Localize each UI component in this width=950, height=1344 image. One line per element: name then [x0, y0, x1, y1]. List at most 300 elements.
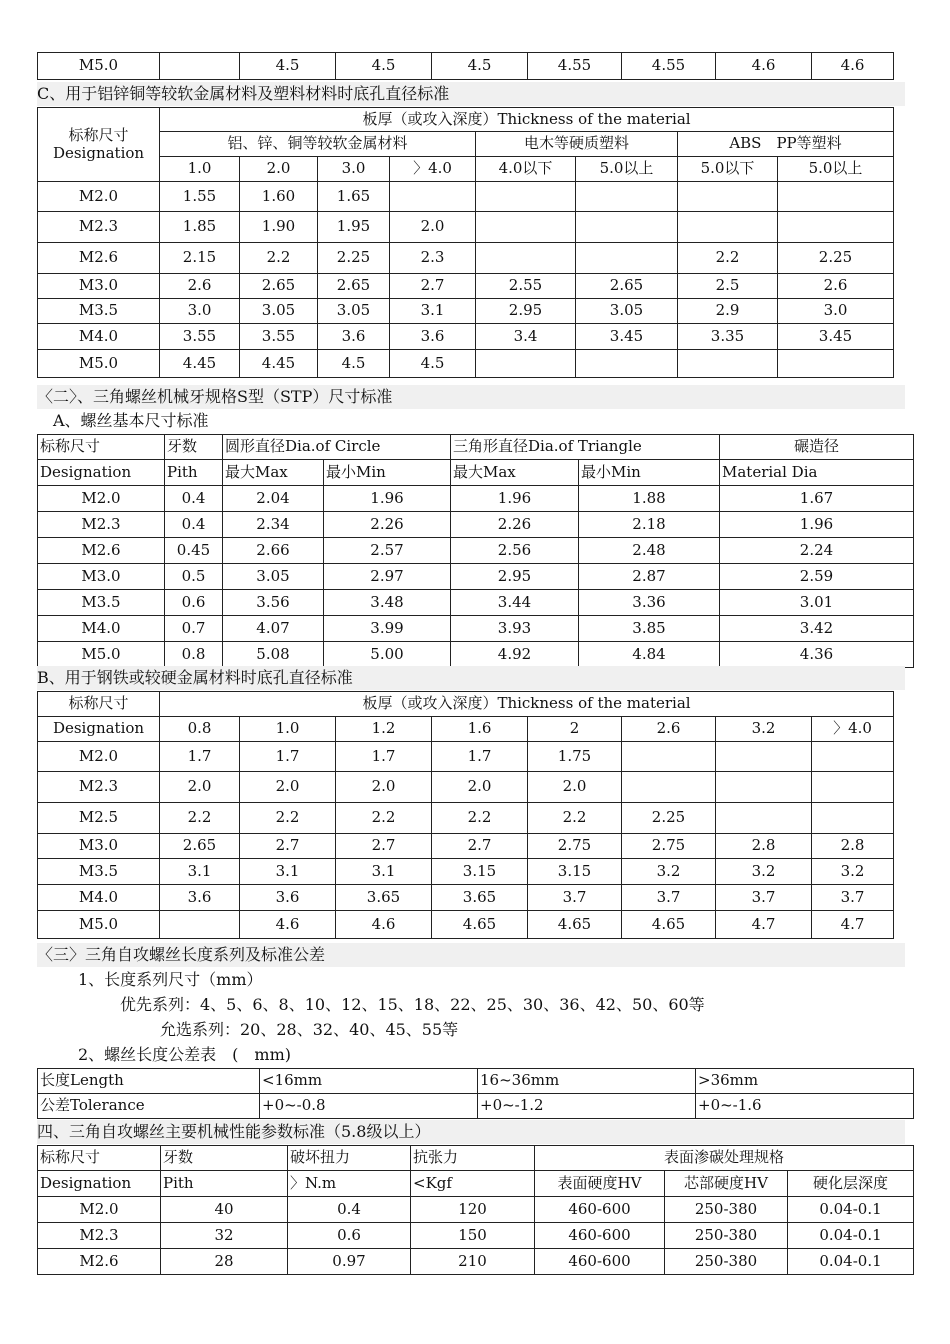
table-cell — [678, 350, 778, 378]
table-cell: 32 — [161, 1223, 288, 1249]
designation-header-cn: 标称尺寸 — [38, 692, 160, 717]
table-cell: 1.7 — [160, 742, 240, 772]
table-cell: 3.6 — [390, 324, 476, 350]
thickness-header: 板厚（或攻入深度）Thickness of the material — [160, 692, 894, 717]
table-cell: 3.6 — [160, 885, 240, 911]
max-header: 最大Max — [223, 460, 324, 486]
row-label-cell: M3.0 — [38, 274, 160, 299]
table-cell — [678, 182, 778, 212]
table-cell: 4.7 — [716, 911, 812, 939]
table-cell: 2.65 — [160, 834, 240, 859]
table-cell: 2.7 — [336, 834, 432, 859]
table-cell — [476, 243, 576, 274]
table-cell: 3.1 — [390, 299, 476, 324]
table-cell: 2.2 — [336, 803, 432, 834]
table-cell: 1.96 — [324, 486, 451, 512]
table-cell: 3.05 — [318, 299, 390, 324]
table-cell: 28 — [161, 1249, 288, 1275]
table-row — [38, 53, 894, 80]
table-cell: 2.6 — [160, 274, 240, 299]
table-cell: 2.26 — [324, 512, 451, 538]
row-label-cell: M3.0 — [38, 564, 165, 590]
table-row — [38, 859, 894, 885]
table-cell: 2.65 — [240, 274, 318, 299]
table-cell: 4.5 — [240, 53, 336, 80]
table-cell: 0.8 — [165, 642, 223, 668]
table-cell: 2.0 — [390, 212, 476, 243]
subcol-header: 2.0 — [240, 157, 318, 182]
table-cell — [778, 350, 894, 378]
table-cell — [622, 772, 716, 803]
table-cell: 2.25 — [318, 243, 390, 274]
table-cell: 2.55 — [476, 274, 576, 299]
table-cell: 4.45 — [160, 350, 240, 378]
row-label-cell: M3.5 — [38, 590, 165, 616]
table-cell: 4.7 — [812, 911, 894, 939]
subcol-header: 3.0 — [318, 157, 390, 182]
table-cell: 0.04-0.1 — [788, 1223, 914, 1249]
table-cell: 2.7 — [240, 834, 336, 859]
table-cell: 2.0 — [240, 772, 336, 803]
length-series-heading: 1、长度系列尺寸（mm） — [62, 970, 263, 989]
table-cell — [576, 243, 678, 274]
table-cell — [716, 772, 812, 803]
table-cell: 3.55 — [240, 324, 318, 350]
table-cell: 2.0 — [528, 772, 622, 803]
table-cell: 2.2 — [240, 803, 336, 834]
table-row — [38, 1249, 914, 1275]
row-label-cell: M2.3 — [38, 772, 160, 803]
table-cell: 3.85 — [579, 616, 720, 642]
row-label-cell: M2.3 — [38, 1223, 161, 1249]
length-tolerance-table — [37, 1068, 914, 1119]
surface-hardness-header: 表面硬度HV — [535, 1171, 665, 1197]
bakelite-header: 电木等硬质塑料 — [476, 132, 678, 157]
subcol-header: 4.0以下 — [476, 157, 576, 182]
hard-metal-bore-table — [37, 691, 894, 939]
table-cell: 3.6 — [240, 885, 336, 911]
pitch-header-en: Pith — [161, 1171, 288, 1197]
designation-header — [38, 108, 160, 182]
table-cell: 2.3 — [390, 243, 476, 274]
table-cell: 4.45 — [240, 350, 318, 378]
table-cell: 2.34 — [223, 512, 324, 538]
table-cell: 2.9 — [678, 299, 778, 324]
table-row — [38, 350, 894, 378]
table-cell: 3.99 — [324, 616, 451, 642]
row-label-cell: M2.0 — [38, 486, 165, 512]
subcol-header: 1.2 — [336, 717, 432, 742]
circle-dia-header: 圆形直径Dia.of Circle — [223, 435, 451, 460]
table-cell: 2.6 — [778, 274, 894, 299]
table-cell: 2.2 — [678, 243, 778, 274]
table-cell: 2.97 — [324, 564, 451, 590]
table-cell: 2.2 — [160, 803, 240, 834]
table-row — [38, 1197, 914, 1223]
table-cell: 210 — [411, 1249, 535, 1275]
table-cell: 4.84 — [579, 642, 720, 668]
table-cell: 1.7 — [432, 742, 528, 772]
table-cell: 5.00 — [324, 642, 451, 668]
table-cell: 3.44 — [451, 590, 579, 616]
table-cell — [576, 212, 678, 243]
table-row — [38, 299, 894, 324]
table-cell: 3.48 — [324, 590, 451, 616]
table-cell: 460-600 — [535, 1249, 665, 1275]
table-row — [38, 538, 914, 564]
allowed-series: 允选系列：20、28、32、40、45、55等 — [160, 1020, 459, 1039]
table-cell: 3.7 — [812, 885, 894, 911]
table-cell: 2.5 — [678, 274, 778, 299]
row-label-cell: M2.5 — [38, 803, 160, 834]
table-cell: 4.65 — [622, 911, 716, 939]
table-cell: 4.55 — [622, 53, 716, 80]
table-cell: 4.55 — [528, 53, 622, 80]
row-label-cell: M2.3 — [38, 512, 165, 538]
table-cell: 3.7 — [716, 885, 812, 911]
table-row — [38, 642, 914, 668]
table-cell — [778, 212, 894, 243]
table-cell: 40 — [161, 1197, 288, 1223]
section-4-heading: 四、三角自攻螺丝主要机械性能参数标准（5.8级以上） — [37, 1120, 905, 1144]
table-cell: 150 — [411, 1223, 535, 1249]
table-cell — [812, 803, 894, 834]
row-label-cell: M2.3 — [38, 212, 160, 243]
preferred-series: 优先系列：4、5、6、8、10、12、15、18、22、25、30、36、42、50、60等 — [120, 995, 705, 1014]
table-cell: 460-600 — [535, 1197, 665, 1223]
table-row — [38, 1069, 914, 1094]
torque-header: 破坏扭力 — [288, 1146, 411, 1171]
table-row — [38, 182, 894, 212]
tensile-header: 抗张力 — [411, 1146, 535, 1171]
table-cell — [812, 742, 894, 772]
table-cell: 1.7 — [240, 742, 336, 772]
table-cell: 3.2 — [716, 859, 812, 885]
table-cell: 3.42 — [720, 616, 914, 642]
tolerance-heading: 2、螺丝长度公差表 ( mm) — [62, 1045, 292, 1064]
table-row — [38, 885, 894, 911]
mechanical-properties-table — [37, 1145, 914, 1275]
subcol-header: 〉4.0 — [390, 157, 476, 182]
top-partial-table — [37, 52, 894, 80]
material-dia-en-header: Material Dia — [720, 460, 914, 486]
table-cell — [576, 182, 678, 212]
table-cell: 3.4 — [476, 324, 576, 350]
table-cell: 4.65 — [528, 911, 622, 939]
subcol-header: 〉4.0 — [812, 717, 894, 742]
soft-metal-bore-table — [37, 107, 894, 378]
table-row — [38, 324, 894, 350]
table-cell: +0~-0.8 — [260, 1094, 478, 1119]
soft-metal-header: 铝、锌、铜等较软金属材料 — [160, 132, 476, 157]
table-cell: 2.04 — [223, 486, 324, 512]
table-cell: 120 — [411, 1197, 535, 1223]
table-cell: 3.15 — [528, 859, 622, 885]
table-cell: 1.55 — [160, 182, 240, 212]
table-cell: 3.65 — [432, 885, 528, 911]
table-cell: 3.45 — [576, 324, 678, 350]
row-label-cell: M5.0 — [38, 911, 160, 939]
table-cell: 2.7 — [390, 274, 476, 299]
tensile-unit-header: <Kgf — [411, 1171, 535, 1197]
table-cell: 3.7 — [528, 885, 622, 911]
designation-header-cn: 标称尺寸 — [38, 435, 165, 460]
row-label-cell: M3.0 — [38, 834, 160, 859]
designation-header-en: Designation — [38, 717, 160, 742]
table-cell: 0.04-0.1 — [788, 1249, 914, 1275]
table-cell — [390, 182, 476, 212]
row-label-cell: M2.0 — [38, 182, 160, 212]
table-row — [38, 212, 894, 243]
table-cell: 2.65 — [576, 274, 678, 299]
table-cell: 1.95 — [318, 212, 390, 243]
table-row — [38, 1223, 914, 1249]
table-cell: 2.56 — [451, 538, 579, 564]
table-cell: 3.2 — [622, 859, 716, 885]
table-cell: 2.95 — [451, 564, 579, 590]
table-cell: 3.2 — [812, 859, 894, 885]
subcol-header: 2 — [528, 717, 622, 742]
table-cell: 3.35 — [678, 324, 778, 350]
material-dia-header: 碾造径 — [720, 435, 914, 460]
table-cell: 4.36 — [720, 642, 914, 668]
designation-header-cn: 标称尺寸 — [38, 1146, 161, 1171]
table-cell: 3.05 — [240, 299, 318, 324]
table-cell: 3.15 — [432, 859, 528, 885]
table-cell: 2.2 — [528, 803, 622, 834]
table-row — [38, 564, 914, 590]
table-cell: 2.24 — [720, 538, 914, 564]
table-cell: 4.5 — [390, 350, 476, 378]
table-cell: 3.01 — [720, 590, 914, 616]
max-header: 最大Max — [451, 460, 579, 486]
table-cell: 3.55 — [160, 324, 240, 350]
table-row — [38, 834, 894, 859]
table-cell: 0.04-0.1 — [788, 1197, 914, 1223]
table-cell: 3.36 — [579, 590, 720, 616]
row-label-cell: 长度Length — [38, 1069, 260, 1094]
designation-cn: 标称尺寸 — [68, 126, 129, 145]
table-cell: 2.2 — [240, 243, 318, 274]
subcol-header: 0.8 — [160, 717, 240, 742]
table-cell: 1.67 — [720, 486, 914, 512]
table-cell: 3.0 — [160, 299, 240, 324]
table-cell: 2.15 — [160, 243, 240, 274]
table-cell: 0.4 — [165, 486, 223, 512]
table-cell: 0.7 — [165, 616, 223, 642]
row-label-cell: M2.6 — [38, 1249, 161, 1275]
table-cell: 0.6 — [288, 1223, 411, 1249]
thickness-header: 板厚（或攻入深度）Thickness of the material — [160, 108, 894, 132]
pitch-header-en: Pith — [165, 460, 223, 486]
table-cell: +0~-1.6 — [696, 1094, 914, 1119]
table-cell — [576, 350, 678, 378]
table-cell — [716, 803, 812, 834]
table-cell: 1.96 — [720, 512, 914, 538]
pitch-header-cn: 牙数 — [165, 435, 223, 460]
table-cell: 2.7 — [432, 834, 528, 859]
row-label-cell: M5.0 — [38, 642, 165, 668]
subcol-header: 5.0以上 — [778, 157, 894, 182]
table-row — [38, 486, 914, 512]
triangle-dia-header: 三角形直径Dia.of Triangle — [451, 435, 720, 460]
table-cell: 2.95 — [476, 299, 576, 324]
table-cell — [476, 350, 576, 378]
screw-dimension-table — [37, 434, 914, 668]
table-cell: 5.08 — [223, 642, 324, 668]
table-row — [38, 512, 914, 538]
designation-header-en: Designation — [38, 460, 165, 486]
table-cell: 4.5 — [318, 350, 390, 378]
subcol-header: 1.0 — [160, 157, 240, 182]
surface-treatment-header: 表面渗碳处理规格 — [535, 1146, 914, 1171]
subcol-header: 1.0 — [240, 717, 336, 742]
table-cell: <16mm — [260, 1069, 478, 1094]
table-cell: 3.05 — [223, 564, 324, 590]
core-hardness-header: 芯部硬度HV — [665, 1171, 788, 1197]
table-cell: 4.6 — [240, 911, 336, 939]
table-cell: 2.25 — [778, 243, 894, 274]
table-cell: 1.90 — [240, 212, 318, 243]
table-row — [38, 243, 894, 274]
table-cell: 250-380 — [665, 1249, 788, 1275]
section-c-heading: C、用于铝锌铜等较软金属材料及塑料材料时底孔直径标准 — [37, 82, 905, 106]
row-label-cell: M4.0 — [38, 324, 160, 350]
table-cell: 1.96 — [451, 486, 579, 512]
table-cell: 2.26 — [451, 512, 579, 538]
table-cell: 3.56 — [223, 590, 324, 616]
table-cell: 3.1 — [160, 859, 240, 885]
torque-unit-header: 〉N.m — [288, 1171, 411, 1197]
section-2a-heading: A、螺丝基本尺寸标准 — [37, 411, 209, 430]
table-row — [38, 742, 894, 772]
table-cell: 2.75 — [528, 834, 622, 859]
row-label-cell: M2.0 — [38, 1197, 161, 1223]
table-cell: 2.0 — [432, 772, 528, 803]
table-row — [38, 911, 894, 939]
table-cell: 3.45 — [778, 324, 894, 350]
table-cell: 16~36mm — [478, 1069, 696, 1094]
table-cell: 4.65 — [432, 911, 528, 939]
table-cell: 1.85 — [160, 212, 240, 243]
table-cell: 3.65 — [336, 885, 432, 911]
table-cell: 3.6 — [318, 324, 390, 350]
table-cell: +0~-1.2 — [478, 1094, 696, 1119]
table-cell: 3.1 — [336, 859, 432, 885]
table-cell: M5.0 — [38, 53, 160, 80]
subcol-header: 3.2 — [716, 717, 812, 742]
row-label-cell: M2.0 — [38, 742, 160, 772]
subcol-header: 2.6 — [622, 717, 716, 742]
table-cell: 0.4 — [288, 1197, 411, 1223]
table-cell: 0.45 — [165, 538, 223, 564]
table-cell: 1.60 — [240, 182, 318, 212]
table-cell: 0.6 — [165, 590, 223, 616]
table-cell: 0.5 — [165, 564, 223, 590]
table-cell: 4.5 — [336, 53, 432, 80]
table-cell: 2.18 — [579, 512, 720, 538]
table-cell — [812, 772, 894, 803]
table-cell: 2.0 — [160, 772, 240, 803]
table-cell: 250-380 — [665, 1223, 788, 1249]
table-cell — [678, 212, 778, 243]
table-cell: 4.6 — [336, 911, 432, 939]
table-cell — [160, 53, 240, 80]
table-cell: 2.25 — [622, 803, 716, 834]
row-label-cell: M4.0 — [38, 885, 160, 911]
table-cell: 1.88 — [579, 486, 720, 512]
row-label-cell: M2.6 — [38, 538, 165, 564]
section-b-heading: B、用于钢铁或较硬金属材料时底孔直径标准 — [37, 666, 905, 690]
table-row — [38, 1094, 914, 1119]
table-cell: 2.8 — [716, 834, 812, 859]
row-label-cell: M3.5 — [38, 299, 160, 324]
case-depth-header: 硬化层深度 — [788, 1171, 914, 1197]
abs-pp-header: ABS PP等塑料 — [678, 132, 894, 157]
table-cell: 3.0 — [778, 299, 894, 324]
table-row — [38, 616, 914, 642]
table-cell: 4.6 — [716, 53, 812, 80]
row-label-cell: 公差Tolerance — [38, 1094, 260, 1119]
table-cell: 2.57 — [324, 538, 451, 564]
table-cell: 2.0 — [336, 772, 432, 803]
table-cell: 4.6 — [812, 53, 894, 80]
table-cell: 1.75 — [528, 742, 622, 772]
table-cell: 1.7 — [336, 742, 432, 772]
row-label-cell: M5.0 — [38, 350, 160, 378]
table-cell: 2.66 — [223, 538, 324, 564]
table-cell: 2.48 — [579, 538, 720, 564]
table-cell: 4.07 — [223, 616, 324, 642]
min-header: 最小Min — [579, 460, 720, 486]
table-cell: 3.05 — [576, 299, 678, 324]
designation-en: Designation — [52, 143, 145, 162]
table-cell: 2.75 — [622, 834, 716, 859]
row-label-cell: M2.6 — [38, 243, 160, 274]
table-cell: 2.87 — [579, 564, 720, 590]
table-cell: 2.8 — [812, 834, 894, 859]
table-cell: 460-600 — [535, 1223, 665, 1249]
table-cell — [160, 911, 240, 939]
designation-header-en: Designation — [38, 1171, 161, 1197]
table-cell — [716, 742, 812, 772]
table-cell — [622, 742, 716, 772]
table-cell: 0.4 — [165, 512, 223, 538]
table-cell: 250-380 — [665, 1197, 788, 1223]
table-cell: 4.92 — [451, 642, 579, 668]
table-cell: 1.65 — [318, 182, 390, 212]
table-row — [38, 803, 894, 834]
table-cell — [476, 182, 576, 212]
section-2-heading: 〈二〉、三角螺丝机械牙规格S型（STP）尺寸标准 — [37, 385, 905, 409]
row-label-cell: M3.5 — [38, 859, 160, 885]
table-cell: >36mm — [696, 1069, 914, 1094]
table-cell — [476, 212, 576, 243]
table-cell: 3.93 — [451, 616, 579, 642]
table-cell: 2.59 — [720, 564, 914, 590]
table-row — [38, 274, 894, 299]
pitch-header-cn: 牙数 — [161, 1146, 288, 1171]
table-row — [38, 590, 914, 616]
subcol-header: 5.0以下 — [678, 157, 778, 182]
subcol-header: 5.0以上 — [576, 157, 678, 182]
table-cell — [778, 182, 894, 212]
table-cell: 3.7 — [622, 885, 716, 911]
table-row — [38, 772, 894, 803]
subcol-header: 1.6 — [432, 717, 528, 742]
table-cell: 0.97 — [288, 1249, 411, 1275]
min-header: 最小Min — [324, 460, 451, 486]
